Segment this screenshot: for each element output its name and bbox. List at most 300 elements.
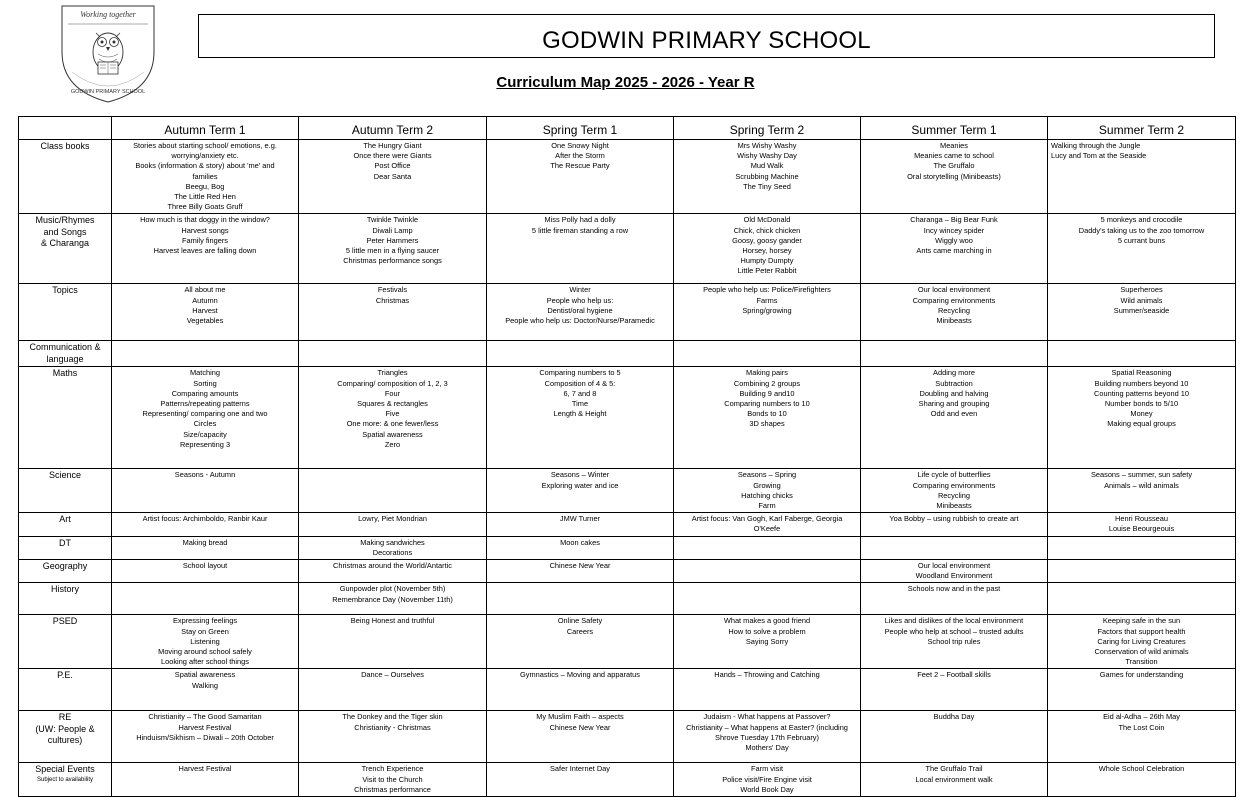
cell-line: Judaism - What happens at Passover?	[703, 712, 831, 722]
cell-line: Mud Walk	[750, 161, 784, 171]
row-label	[19, 140, 112, 214]
cell-line: Goosy, goosy gander	[732, 235, 802, 245]
cell-line: Gunpowder plot (November 5th)	[339, 584, 446, 594]
cell-line: Expressing feelings	[172, 616, 238, 626]
term-cell	[861, 140, 1048, 214]
cell-line: Exploring water and ice	[541, 480, 619, 490]
term-cell	[861, 763, 1048, 797]
cell-line: Building 9 and10	[739, 388, 795, 398]
curriculum-rows	[19, 140, 1236, 797]
cell-line: Careers	[566, 626, 594, 636]
term-cell	[299, 513, 487, 536]
cell-line: Gymnastics – Moving and apparatus	[520, 670, 640, 680]
term-cell	[112, 341, 299, 367]
cell-line: Meanies came to school	[914, 151, 994, 161]
cell-line: Christianity - Christmas	[354, 722, 431, 732]
cell-line: Christmas around the World/Antartic	[333, 561, 452, 571]
cell-line: Stories about starting school/ emotions, e.g.	[133, 141, 277, 150]
term-cell	[487, 284, 674, 341]
cell-line: The Rescue Party	[550, 161, 610, 171]
cell-line: Scrubbing Machine	[735, 171, 799, 181]
term-cell	[861, 615, 1048, 669]
cell-line: Decorations	[372, 547, 413, 557]
row-label-line: Topics	[52, 285, 78, 296]
term-cell	[1048, 536, 1236, 559]
term-cell	[112, 469, 299, 513]
cell-line: Mrs Wishy Washy	[737, 141, 797, 150]
row-label-line: Maths	[52, 368, 78, 379]
cell-line: Charanga – Big Bear Funk	[910, 215, 998, 225]
cell-line: Dentist/oral hygiene	[547, 305, 613, 315]
cell-line: Circles	[193, 419, 217, 429]
curriculum-row	[19, 367, 1236, 469]
cell-line: Wishy Washy Day	[737, 151, 797, 161]
cell-line: People who help us: Doctor/Nurse/Paramedic	[505, 316, 655, 326]
curriculum-row	[19, 284, 1236, 341]
cell-line: Meanies	[940, 141, 968, 150]
cell-line: Stay on Green	[181, 626, 229, 636]
term-cell	[487, 536, 674, 559]
cell-line: Size/capacity	[183, 429, 227, 439]
term-cell	[674, 615, 861, 669]
term-cell	[1048, 140, 1236, 214]
cell-line: Walking	[191, 680, 218, 690]
row-label-line: (UW: People &	[35, 723, 95, 734]
cell-line: Representing/ comparing one and two	[142, 409, 268, 419]
cell-line: Adding more	[933, 368, 975, 378]
cell-line: Comparing environments	[912, 480, 996, 490]
cell-line: Remembrance Day (November 11th)	[332, 594, 453, 604]
cell-line: Making pairs	[746, 368, 788, 378]
cell-line: School layout	[182, 561, 228, 571]
cell-line: Shrove Tuesday 17th February)	[715, 732, 819, 742]
cell-line: Sharing and grouping	[918, 399, 990, 409]
cell-line: Caring for Living Creatures	[1097, 636, 1186, 646]
term-cell	[674, 367, 861, 469]
cell-line: 5 currant buns	[1117, 235, 1166, 245]
cell-line: Our local environment	[917, 561, 991, 571]
term-header: Spring Term 2	[674, 117, 861, 140]
cell-line: Likes and dislikes of the local environment	[884, 616, 1024, 626]
cell-line: Recycling	[937, 305, 971, 315]
cell-line: Transition	[1125, 657, 1158, 667]
row-label	[19, 615, 112, 669]
term-cell	[674, 711, 861, 763]
cell-line: Seasons – summer, sun safety	[1090, 470, 1193, 480]
cell-line: Harvest leaves are falling down	[153, 246, 257, 256]
cell-line: Comparing/ composition of 1, 2, 3	[337, 378, 448, 388]
cell-line: Christianity – What happens at Easter? (including	[686, 722, 848, 732]
cell-line: Comparing amounts	[171, 388, 239, 398]
cell-line: Growing	[753, 480, 781, 490]
cell-line: Yoa Bobby – using rubbish to create art	[889, 514, 1019, 524]
cell-line: Lowry, Piet Mondrian	[358, 514, 427, 524]
cell-line: Harvest Festival	[178, 722, 232, 732]
cell-line: Harvest Festival	[178, 764, 232, 774]
document-subtitle: Curriculum Map 2025 - 2026 - Year R	[496, 74, 755, 91]
term-cell	[299, 669, 487, 711]
cell-line: Safer Internet Day	[550, 764, 610, 774]
row-label	[19, 367, 112, 469]
cell-line: Festivals	[377, 285, 408, 295]
row-label-line: and Songs	[43, 226, 87, 237]
row-label-line: language	[46, 353, 84, 364]
cell-line: JMW Turner	[559, 514, 601, 524]
cell-line: Artist focus: Van Gogh, Karl Faberge, Georgia	[691, 514, 843, 524]
row-label-line: Special Events	[35, 764, 95, 775]
cell-line: Trench Experience	[361, 764, 424, 774]
cell-line: Autumn	[192, 295, 218, 305]
cell-line: Moving around school safely	[158, 647, 252, 657]
cell-line: Factors that support health	[1097, 626, 1186, 636]
term-cell	[1048, 513, 1236, 536]
cell-line: How to solve a problem	[728, 626, 806, 636]
school-name-box	[198, 14, 1215, 58]
cell-line: Seasons – Winter	[550, 470, 610, 480]
term-header: Spring Term 1	[487, 117, 674, 140]
cell-line: Comparing environments	[912, 295, 996, 305]
cell-line: Miss Polly had a dolly	[544, 215, 616, 225]
cell-line: World Book Day	[740, 784, 794, 794]
cell-line: Mothers' Day	[745, 743, 789, 753]
cell-line: Matching	[190, 368, 220, 378]
logo-ring-text: GODWIN PRIMARY SCHOOL	[70, 89, 146, 95]
cell-line: Christmas performance	[354, 784, 431, 794]
row-label	[19, 763, 112, 797]
term-cell	[861, 214, 1048, 284]
cell-line: Walking through the Jungle	[1051, 141, 1141, 150]
term-cell	[861, 513, 1048, 536]
row-label	[19, 669, 112, 711]
cell-line: Beegu, Bog	[185, 181, 225, 191]
term-cell	[112, 669, 299, 711]
cell-line: Horsey, horsey	[742, 246, 792, 256]
cell-line: Schools now and in the past	[907, 584, 1001, 594]
term-cell	[674, 583, 861, 615]
row-label	[19, 513, 112, 536]
cell-line: Listening	[190, 636, 220, 646]
cell-line: Combining 2 groups	[733, 378, 801, 388]
cell-line: Hands – Throwing and Catching	[714, 670, 820, 680]
term-header: Summer Term 2	[1048, 117, 1236, 140]
cell-line: Christianity – The Good Samaritan	[148, 712, 262, 722]
cell-line: The Donkey and the Tiger skin	[342, 712, 443, 722]
term-cell	[487, 560, 674, 583]
cell-line: families	[192, 171, 218, 181]
cell-line: Christmas	[375, 295, 410, 305]
curriculum-row	[19, 615, 1236, 669]
term-cell	[487, 140, 674, 214]
cell-line: Family fingers	[182, 235, 228, 245]
cell-line: Subtraction	[935, 378, 973, 388]
cell-line: Saying Sorry	[745, 636, 789, 646]
cell-line: Spring/growing	[742, 305, 792, 315]
term-cell	[1048, 341, 1236, 367]
cell-line: Wild animals	[1120, 295, 1163, 305]
cell-line: Humpty Dumpty	[740, 256, 794, 266]
term-cell	[861, 669, 1048, 711]
cell-line: Chick, chick chicken	[733, 225, 801, 235]
cell-line: Sorting	[193, 378, 217, 388]
row-label-line: DT	[59, 537, 71, 548]
term-cell	[299, 615, 487, 669]
cell-line: Christmas performance songs	[343, 256, 442, 266]
term-cell	[1048, 560, 1236, 583]
term-cell	[487, 669, 674, 711]
cell-line: Winter	[569, 285, 591, 295]
cell-line: School trip rules	[927, 636, 981, 646]
cell-line: Recycling	[937, 490, 971, 500]
cell-line: Post Office	[374, 161, 411, 171]
cell-line: Seasons – Spring	[737, 470, 797, 480]
term-cell	[487, 615, 674, 669]
curriculum-row	[19, 513, 1236, 536]
term-cell	[112, 513, 299, 536]
cell-line: Eid al-Adha – 26th May	[1103, 712, 1180, 722]
cell-line: Once there were Giants	[353, 151, 432, 161]
cell-line: People who help us: Police/Firefighters	[703, 285, 831, 295]
term-cell	[861, 469, 1048, 513]
cell-line: O'Keefe	[753, 524, 781, 534]
term-cell	[299, 560, 487, 583]
cell-line: What makes a good friend	[723, 616, 811, 626]
cell-line: Artist focus: Archimboldo, Ranbir Kaur	[142, 514, 268, 524]
term-header: Autumn Term 2	[299, 117, 487, 140]
curriculum-row	[19, 763, 1236, 797]
curriculum-row	[19, 140, 1236, 214]
cell-line: One more: & one fewer/less	[346, 419, 439, 429]
term-cell	[112, 583, 299, 615]
cell-line: Dance – Ourselves	[361, 670, 424, 680]
term-cell	[112, 560, 299, 583]
row-label-line: Science	[48, 470, 82, 481]
term-cell	[487, 341, 674, 367]
term-cell	[674, 513, 861, 536]
cell-line: Wiggly woo	[935, 235, 973, 245]
row-label-line: cultures)	[47, 735, 83, 746]
term-cell	[299, 140, 487, 214]
term-cell	[1048, 469, 1236, 513]
cell-line: Visit to the Church	[362, 774, 423, 784]
row-label-line: RE	[58, 712, 72, 723]
term-cell	[861, 711, 1048, 763]
cell-line: Seasons - Autumn	[174, 470, 236, 480]
cell-line: Making sandwiches	[360, 537, 425, 547]
logo-motto: Working together	[80, 10, 136, 19]
cell-line: Life cycle of butterflies	[917, 470, 991, 480]
cell-line: People who help us:	[546, 295, 614, 305]
term-cell	[674, 284, 861, 341]
term-header: Autumn Term 1	[112, 117, 299, 140]
cell-line: Our local environment	[917, 285, 991, 295]
cell-line: Bonds to 10	[747, 409, 787, 419]
term-cell	[861, 583, 1048, 615]
term-cell	[1048, 615, 1236, 669]
cell-line: The Lost Coin	[1118, 722, 1165, 732]
term-cell	[487, 469, 674, 513]
term-cell	[487, 367, 674, 469]
cell-line: Odd and even	[930, 409, 978, 419]
cell-line: Making bread	[182, 537, 228, 547]
cell-line: Chinese New Year	[549, 722, 611, 732]
corner-cell	[19, 117, 112, 140]
row-label-line: History	[50, 584, 79, 595]
term-cell	[1048, 583, 1236, 615]
term-cell	[861, 367, 1048, 469]
cell-line: People who help at school – trusted adults	[884, 626, 1024, 636]
cell-line: Chinese New Year	[549, 561, 611, 571]
cell-line: Incy wincey spider	[923, 225, 985, 235]
cell-line: 5 little men in a flying saucer	[345, 246, 440, 256]
cell-line: Time	[571, 399, 589, 409]
cell-line: All about me	[184, 285, 226, 295]
cell-line: 6, 7 and 8	[563, 388, 597, 398]
cell-line: Spatial awareness	[362, 429, 423, 439]
cell-line: Local environment walk	[915, 774, 993, 784]
term-cell	[674, 669, 861, 711]
cell-line: Farm	[758, 501, 776, 511]
cell-line: Moon cakes	[560, 537, 600, 547]
term-cell	[299, 763, 487, 797]
term-cell	[487, 513, 674, 536]
cell-line: How much is that doggy in the window?	[140, 215, 270, 225]
row-label-line: Geography	[42, 561, 88, 572]
cell-line: Diwali Lamp	[372, 225, 413, 235]
cell-line: Counting patterns beyond 10	[1094, 388, 1189, 398]
term-cell	[861, 536, 1048, 559]
term-cell	[299, 469, 487, 513]
row-label-line: Class books	[40, 141, 90, 151]
cell-line: Peter Hammers	[366, 235, 419, 245]
row-label	[19, 469, 112, 513]
row-label-line: Art	[59, 514, 71, 525]
cell-line: Summer/seaside	[1113, 305, 1170, 315]
row-label	[19, 284, 112, 341]
row-label	[19, 214, 112, 284]
term-cell	[1048, 763, 1236, 797]
cell-line: Woodland Environment	[915, 571, 993, 581]
cell-line: Ants came marching in	[916, 246, 992, 256]
curriculum-row	[19, 669, 1236, 711]
cell-line: Spatial awareness	[174, 670, 236, 680]
cell-line: Hinduism/Sikhism – Diwali – 20th October	[136, 732, 274, 742]
term-cell	[112, 536, 299, 559]
term-cell	[674, 341, 861, 367]
term-cell	[674, 214, 861, 284]
cell-line: Four	[384, 388, 401, 398]
cell-line: Conservation of wild animals	[1094, 647, 1189, 657]
cell-line: Comparing numbers to 5	[539, 368, 621, 378]
term-cell	[674, 536, 861, 559]
cell-line: Doubling and halving	[919, 388, 989, 398]
cell-line: Five	[385, 409, 400, 419]
cell-line: Farm visit	[750, 764, 784, 774]
cell-line: Length & Height	[553, 409, 607, 419]
term-cell	[1048, 711, 1236, 763]
cell-line: Farms	[756, 295, 778, 305]
row-label-line: & Charanga	[40, 238, 90, 249]
term-cell	[674, 763, 861, 797]
row-label-line: PSED	[52, 616, 78, 627]
cell-line: Dear Santa	[373, 171, 412, 181]
term-cell	[112, 140, 299, 214]
term-cell	[861, 341, 1048, 367]
cell-line: Building numbers beyond 10	[1094, 378, 1189, 388]
cell-line: 3D shapes	[749, 419, 785, 429]
row-label-line: Music/Rhymes	[35, 215, 95, 226]
cell-line: The Gruffalo	[933, 161, 975, 171]
curriculum-row	[19, 711, 1236, 763]
cell-line: Being Honest and truthful	[350, 616, 435, 626]
term-header: Summer Term 1	[861, 117, 1048, 140]
cell-line: Old McDonald	[743, 215, 791, 225]
row-label	[19, 560, 112, 583]
cell-line: Louise Beourgeouis	[1108, 524, 1175, 534]
cell-line: Triangles	[377, 368, 408, 378]
term-cell	[487, 763, 674, 797]
term-cell	[112, 615, 299, 669]
cell-line: Hatching chicks	[741, 490, 793, 500]
cell-line: One Snowy Night	[551, 141, 609, 150]
cell-line: Online Safety	[557, 616, 603, 626]
cell-line: Oral storytelling (Minibeasts)	[907, 171, 1001, 181]
term-cell	[1048, 284, 1236, 341]
term-cell	[112, 711, 299, 763]
cell-line: The Gruffalo Trail	[925, 764, 983, 774]
cell-line: Superheroes	[1120, 285, 1163, 295]
cell-line: Twinkle Twinkle	[366, 215, 419, 225]
term-cell	[674, 560, 861, 583]
term-cell	[487, 711, 674, 763]
curriculum-row	[19, 214, 1236, 284]
cell-line: Police visit/Fire Engine visit	[722, 774, 812, 784]
cell-line: Minibeasts	[936, 501, 972, 511]
row-label-line: Communication &	[29, 342, 101, 353]
cell-line: Three Billy Goats Gruff	[167, 202, 243, 212]
cell-line: Buddha Day	[933, 712, 975, 722]
cell-line: Games for understanding	[1099, 670, 1184, 680]
term-cell	[1048, 214, 1236, 284]
cell-line: Squares & rectangles	[357, 399, 428, 409]
term-cell	[299, 536, 487, 559]
cell-line: The Little Red Hen	[174, 192, 236, 202]
curriculum-map-table	[18, 116, 1236, 797]
cell-line: After the Storm	[555, 151, 605, 161]
term-cell	[861, 284, 1048, 341]
term-cell	[674, 140, 861, 214]
curriculum-row	[19, 536, 1236, 559]
cell-line: worrying/anxiety etc.	[171, 151, 239, 161]
cell-line: Lucy and Tom at the Seaside	[1051, 151, 1147, 161]
term-cell	[299, 341, 487, 367]
term-cell	[299, 214, 487, 284]
cell-line: Looking after school things	[161, 657, 249, 667]
curriculum-row	[19, 341, 1236, 367]
term-cell	[299, 711, 487, 763]
term-cell	[112, 214, 299, 284]
term-cell	[112, 367, 299, 469]
cell-line: Minibeasts	[936, 316, 972, 326]
term-cell	[487, 583, 674, 615]
cell-line: Vegetables	[186, 316, 224, 326]
term-cell	[299, 367, 487, 469]
cell-line: Making equal groups	[1107, 419, 1176, 429]
cell-line: Representing 3	[179, 439, 231, 449]
cell-line: The Tiny Seed	[743, 181, 791, 191]
cell-line: Books (information & story) about 'me' and	[135, 161, 275, 171]
row-label-line: P.E.	[57, 670, 73, 681]
cell-line: Money	[1130, 409, 1153, 419]
